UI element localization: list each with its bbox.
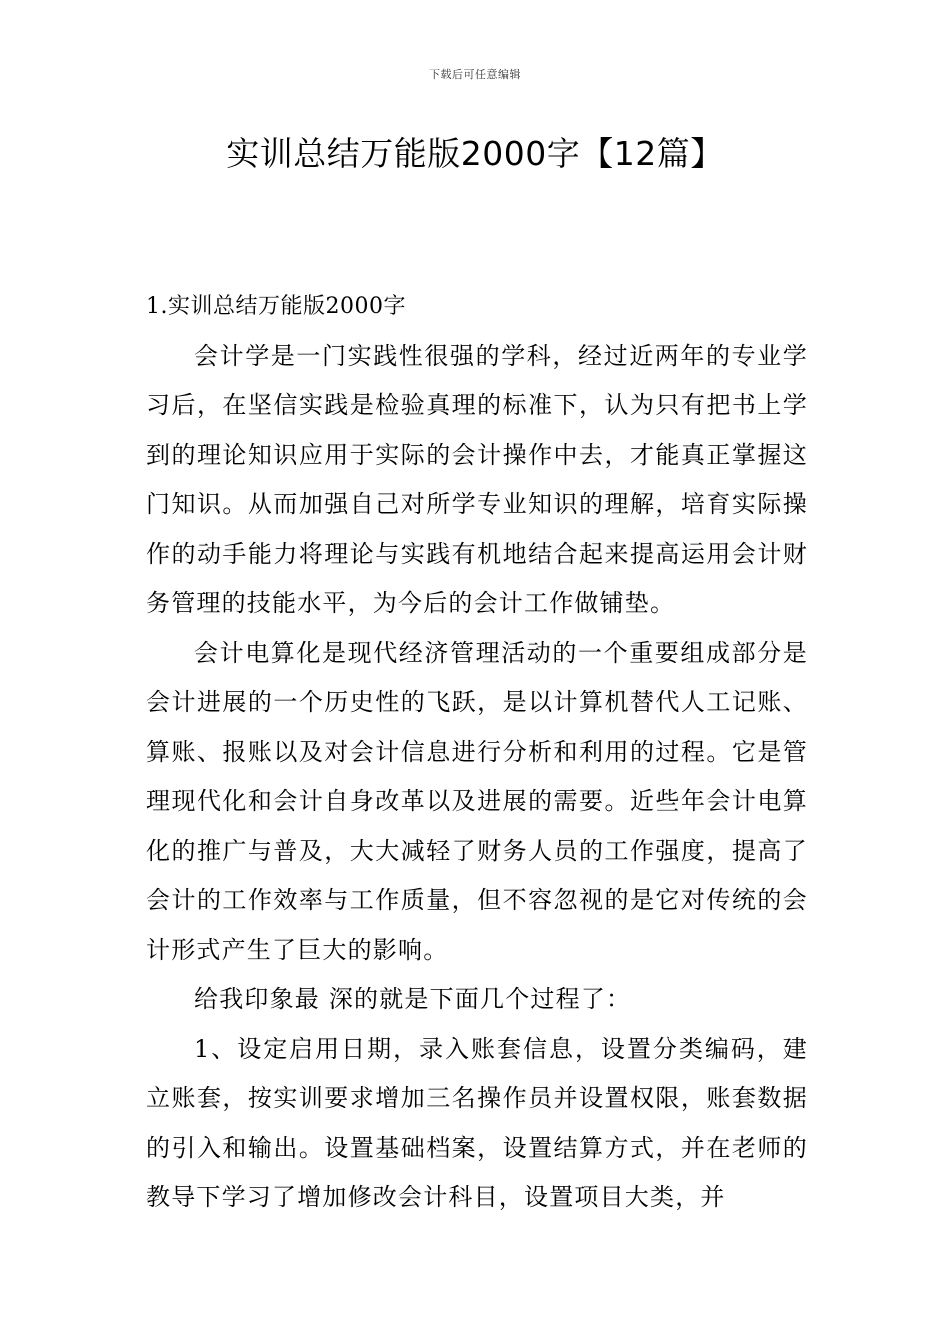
header-note: 下载后可任意编辑 <box>429 68 521 81</box>
paragraph: 1、设定启用日期，录入账套信息，设置分类编码，建立账套，按实训要求增加三名操作员并设置权限，账套数据的引入和输出。设置基础档案，设置结算方式，并在老师的教导下学习了增加修改会计科目，设置项目大类，并 <box>146 1034 808 1211</box>
paragraph: 给我印象最 深的就是下面几个过程了： <box>194 985 632 1013</box>
document-title: 实训总结万能版2000字【12篇】 <box>226 134 724 173</box>
paragraph: 会计学是一门实践性很强的学科，经过近两年的专业学习后，在坚信实践是检验真理的标准下，认为只有把书上学到的理论知识应用于实际的会计操作中去，才能真正掌握这门知识。从而加强自己对所学专业知识的理解，培育实际操作的动手能力将理论与实践有机地结合起来提高运用会计财务管理的技能水平，为今后的会计工作做铺垫。 <box>146 341 808 617</box>
paragraph: 会计电算化是现代经济管理活动的一个重要组成部分是会计进展的一个历史性的飞跃，是以计算机替代人工记账、算账、报账以及对会计信息进行分析和利用的过程。它是管理现代化和会计自身改革以及进展的需要。近些年会计电算化的推广与普及，大大减轻了财务人员的工作强度，提高了会计的工作效率与工作质量，但不容忽视的是它对传统的会计形式产生了巨大的影响。 <box>146 638 808 964</box>
section-heading: 1.实训总结万能版2000字 <box>146 294 406 319</box>
document-body <box>146 282 808 1223</box>
